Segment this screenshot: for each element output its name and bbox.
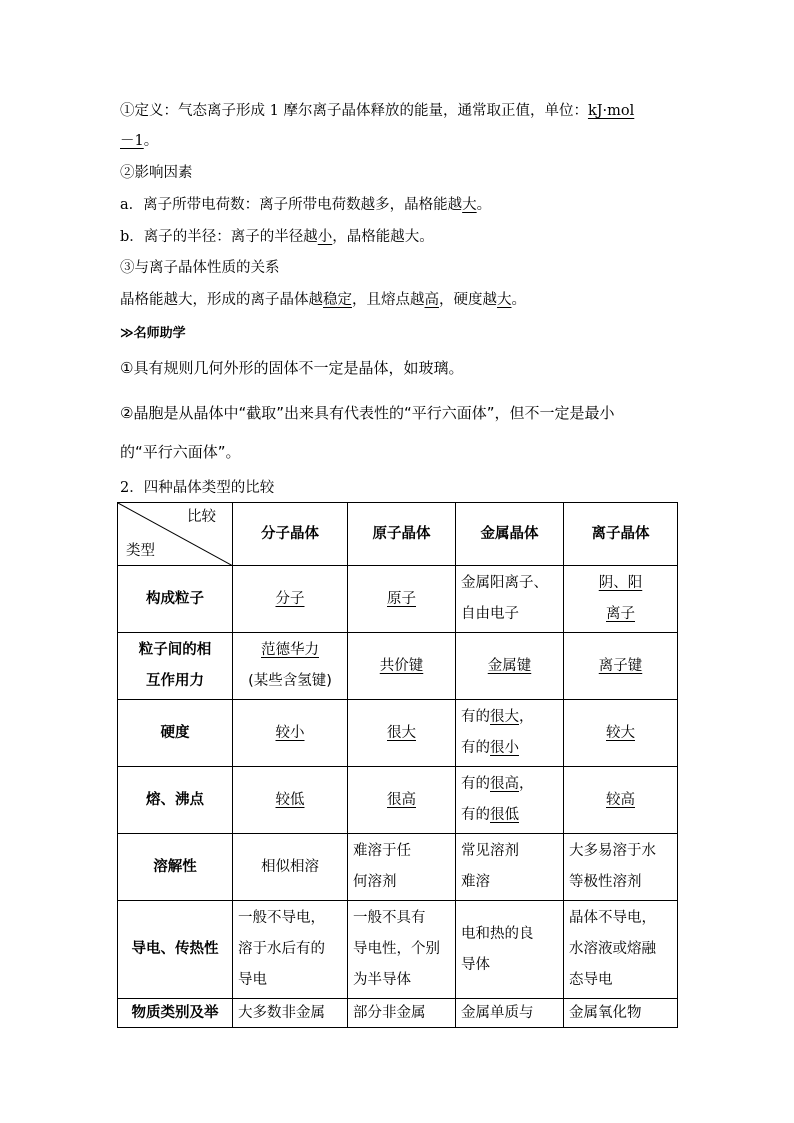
table-header-row xyxy=(118,503,678,566)
table-cell: 金属键 xyxy=(487,657,532,674)
cell-line: 难溶于任 xyxy=(353,843,411,859)
tip-2a: ②晶胞是从晶体中“截取”出来具有代表性的“平行六面体”，但不一定是最小 xyxy=(120,404,615,422)
table-cell: 较高 xyxy=(606,791,635,808)
relation-mid: ，且熔点越 xyxy=(352,292,425,308)
cell-line: 溶于水后有的 xyxy=(238,941,325,957)
table-cell: 金属单质与 xyxy=(456,999,564,1028)
table-cell: 原子 xyxy=(387,590,416,607)
table-cell xyxy=(564,901,678,999)
factor-radius-text: b．离子的半径：离子的半径越 xyxy=(120,229,318,245)
cell-line: 范德华力 xyxy=(261,642,319,658)
table-row xyxy=(118,901,678,999)
cell-line: 导电 xyxy=(238,972,267,988)
punct: 。 xyxy=(511,292,526,308)
tip-title: ≫名师助学 xyxy=(120,326,186,341)
punct: 。 xyxy=(419,229,434,245)
table-cell: 大多数非金属 xyxy=(233,999,348,1028)
answer-blank: 很低 xyxy=(490,807,519,823)
answer-blank: 大 xyxy=(462,197,477,213)
table-row xyxy=(118,700,678,767)
row-label: 溶解性 xyxy=(118,834,233,901)
cell-line: 自由电子 xyxy=(461,606,519,622)
definition-line-cont xyxy=(120,131,158,151)
answer-blank: 大 xyxy=(497,292,512,308)
table-cell xyxy=(348,834,456,901)
relation-line xyxy=(120,290,526,310)
crystal-comparison-table xyxy=(117,502,678,1028)
answer-blank: 稳定 xyxy=(323,292,352,308)
cell-line: 晶体不导电， xyxy=(569,910,656,926)
cell-line: 导电性，个别 xyxy=(353,941,440,957)
cell-text: 有的 xyxy=(461,740,490,756)
cell-line: 常见溶剂 xyxy=(461,843,519,859)
cell-line: 难溶 xyxy=(461,874,490,890)
table-cell: 很大 xyxy=(387,724,416,741)
cell-line: (某些含氢键) xyxy=(248,673,332,689)
cell-text: 有的 xyxy=(461,807,490,823)
row-label: 熔、沸点 xyxy=(118,767,233,834)
cell-line: 一般不具有 xyxy=(353,910,426,926)
cell-line: 金属阳离子、 xyxy=(461,575,548,591)
table-cell: 较小 xyxy=(275,724,305,741)
cell-line: 粒子间的相 xyxy=(138,642,212,658)
header-molecular: 分子晶体 xyxy=(233,503,348,566)
unit-text: kJ·mol xyxy=(587,103,635,119)
answer-blank: 高 xyxy=(424,292,439,308)
tip-1: ①具有规则几何外形的固体不一定是晶体，如玻璃。 xyxy=(120,359,464,377)
tip-2b: 的“平行六面体”。 xyxy=(120,443,241,461)
row-label xyxy=(118,633,233,700)
row-label: 硬度 xyxy=(118,700,233,767)
table-cell xyxy=(456,834,564,901)
cell-line: 导体 xyxy=(461,956,490,973)
header-atomic: 原子晶体 xyxy=(348,503,456,566)
answer-blank: 很小 xyxy=(490,740,519,756)
table-cell xyxy=(456,700,564,767)
table-cell xyxy=(564,834,678,901)
row-label: 构成粒子 xyxy=(118,566,233,633)
punct: 。 xyxy=(476,197,492,213)
punct: ， xyxy=(519,776,534,792)
cell-line: 离子 xyxy=(606,606,635,622)
table-cell: 相似相溶 xyxy=(233,834,348,901)
cell-line: 互作用力 xyxy=(146,673,204,689)
table-cell xyxy=(348,901,456,999)
table-cell: 较大 xyxy=(606,724,635,741)
answer-blank: 小 xyxy=(317,229,333,245)
relation-text: 晶格能越大，形成的离子晶体越 xyxy=(120,292,323,308)
cell-text: 有的 xyxy=(461,776,490,792)
table-cell: 金属氧化物 xyxy=(564,999,678,1028)
table-row xyxy=(118,834,678,901)
table-cell xyxy=(456,901,564,999)
table-row xyxy=(118,566,678,633)
row-label: 物质类别及举 xyxy=(118,999,233,1028)
table-row xyxy=(118,999,678,1028)
definition-text: ①定义：气态离子形成 1 摩尔离子晶体释放的能量，通常取正值，单位： xyxy=(120,103,588,119)
header-ionic: 离子晶体 xyxy=(564,503,678,566)
cell-line: 阴、阳 xyxy=(598,575,643,591)
factor-radius-mid: ，晶格能越 xyxy=(332,229,405,245)
corner-cell xyxy=(118,503,233,566)
table-cell: 分子 xyxy=(275,590,305,607)
punct: 。 xyxy=(143,133,159,149)
factors-heading: ②影响因素 xyxy=(120,165,193,181)
factor-charge xyxy=(120,195,491,215)
factor-radius xyxy=(120,227,434,247)
table-cell: 较低 xyxy=(275,791,305,808)
table-cell xyxy=(456,767,564,834)
table-cell xyxy=(564,566,678,633)
table-row xyxy=(118,633,678,700)
cell-text: 有的 xyxy=(461,709,490,725)
answer-blank: 很大 xyxy=(490,709,519,725)
factor-charge-text: a．离子所带电荷数：离子所带电荷数越多，晶格能越 xyxy=(120,197,463,213)
corner-top-label: 比较 xyxy=(187,509,216,525)
cell-line: 电和热的良 xyxy=(461,925,534,942)
cell-line: 为半导体 xyxy=(353,972,411,988)
cell-line: 等极性溶剂 xyxy=(569,874,642,890)
cell-line: 态导电 xyxy=(569,972,613,988)
answer-text: 大 xyxy=(404,229,420,245)
corner-bottom-label: 类型 xyxy=(126,543,155,559)
section-title: 2．四种晶体类型的比较 xyxy=(120,480,275,496)
table-cell: 离子键 xyxy=(598,657,643,674)
table-cell: 部分非金属 xyxy=(348,999,456,1028)
relation-heading: ③与离子晶体性质的关系 xyxy=(120,260,280,276)
table-cell xyxy=(456,566,564,633)
header-metallic: 金属晶体 xyxy=(456,503,564,566)
table-row xyxy=(118,767,678,834)
table-cell xyxy=(233,633,348,700)
answer-blank: 很高 xyxy=(490,776,519,792)
cell-line: 大多易溶于水 xyxy=(569,843,656,859)
punct: ， xyxy=(519,709,534,725)
cell-line: 水溶液或熔融 xyxy=(569,941,656,957)
table-cell: 很高 xyxy=(387,791,416,808)
table-cell xyxy=(233,901,348,999)
table-cell: 共价键 xyxy=(379,657,424,674)
unit-exponent: －1 xyxy=(120,133,144,149)
relation-mid: ，硬度越 xyxy=(439,292,497,308)
row-label: 导电、传热性 xyxy=(118,901,233,999)
definition-line xyxy=(120,101,634,121)
cell-line: 一般不导电， xyxy=(238,910,325,926)
cell-line: 何溶剂 xyxy=(353,874,397,890)
